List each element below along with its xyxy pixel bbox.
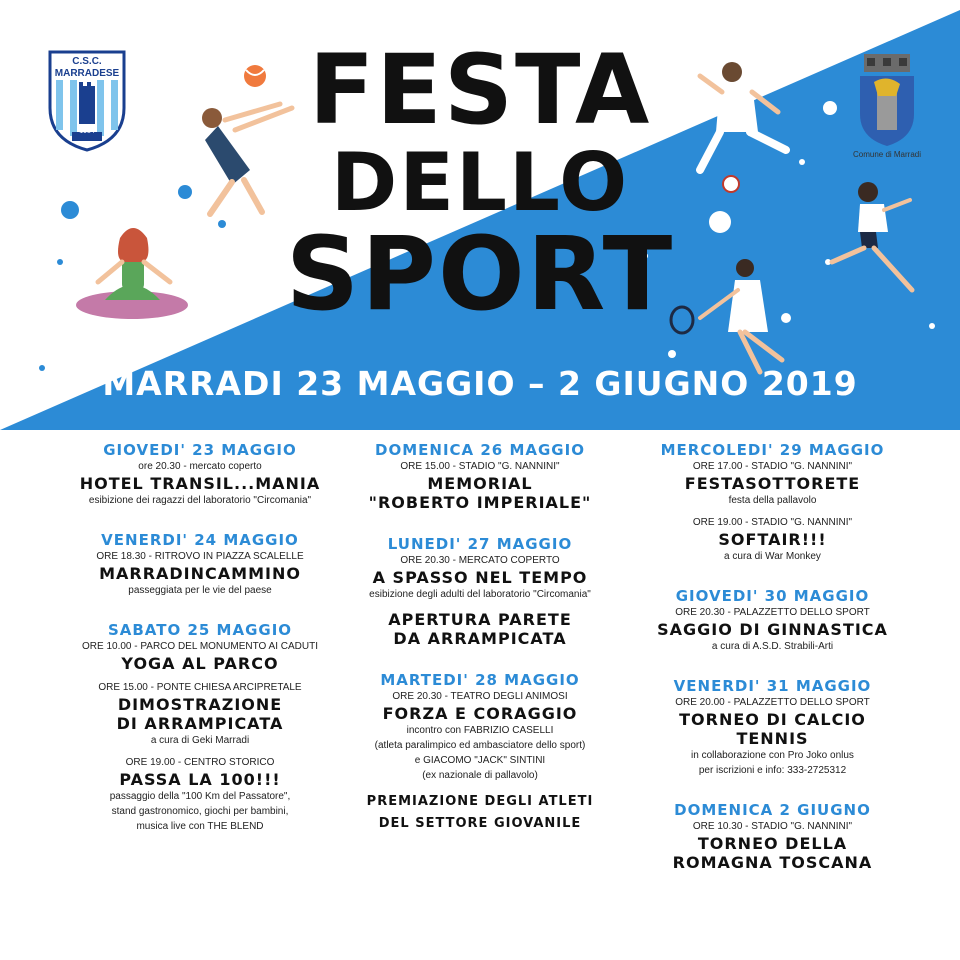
event-description: esibizione degli adulti del laboratorio "Circomania": [369, 589, 591, 600]
club-name-line1: C.S.C.: [72, 56, 102, 67]
event-description: festa della pallavolo: [728, 495, 817, 506]
title-dello: DELLO: [330, 136, 630, 229]
event-title: TORNEO DELLA: [697, 834, 848, 853]
event-title: A SPASSO NEL TEMPO: [372, 568, 588, 587]
day-heading: GIOVEDI' 23 MAGGIO: [103, 441, 297, 459]
program-column-3: [640, 440, 905, 872]
event-title: DA ARRAMPICATA: [393, 629, 567, 648]
event-title: PASSA LA 100!!!: [119, 770, 281, 789]
event-description: passeggiata per le vie del paese: [128, 585, 272, 596]
event-description: per iscrizioni e info: 333-2725312: [698, 765, 847, 776]
event-description: musica live con THE BLEND: [136, 821, 264, 832]
day-heading: VENERDI' 31 MAGGIO: [673, 677, 872, 695]
event-title: SOFTAIR!!!: [718, 530, 827, 549]
event-time: ORE 20.30 - PALAZZETTO DELLO SPORT: [675, 607, 870, 618]
event-description: (ex nazionale di pallavolo): [422, 770, 538, 781]
event-time: ORE 18.30 - RITROVO IN PIAZZA SCALELLE: [96, 551, 304, 562]
event-title: DIMOSTRAZIONE: [117, 695, 283, 714]
event-time: ORE 20.30 - MERCATO COPERTO: [400, 555, 560, 566]
day-heading: LUNEDI' 27 MAGGIO: [387, 535, 573, 553]
title-festa: FESTA: [308, 34, 652, 146]
day-heading: MARTEDI' 28 MAGGIO: [380, 671, 580, 689]
event-title: ROMAGNA TOSCANA: [672, 853, 873, 872]
event-description: esibizione dei ragazzi del laboratorio "Circomania": [88, 495, 312, 506]
event-title: PREMIAZIONE DEGLI ATLETI: [366, 794, 594, 809]
town-label: Comune di Marradi: [852, 150, 922, 159]
event-description: stand gastronomico, giochi per bambini,: [111, 806, 289, 817]
club-year: 1954: [79, 128, 95, 135]
event-description: passaggio della "100 Km del Passatore",: [109, 791, 291, 802]
club-name-line2: MARRADESE: [54, 68, 120, 79]
event-title: APERTURA PARETE: [388, 610, 572, 629]
event-title: FESTASOTTORETE: [684, 474, 861, 493]
event-title: DI ARRAMPICATA: [116, 714, 284, 733]
event-time: ORE 20.00 - PALAZZETTO DELLO SPORT: [675, 697, 870, 708]
event-description: (atleta paralimpico ed ambasciatore dello sport): [374, 740, 586, 751]
poster-header: [0, 0, 960, 430]
event-description: e GIACOMO "JACK" SINTINI: [414, 755, 546, 766]
event-dates: MARRADI 23 MAGGIO – 2 GIUGNO 2019: [102, 364, 858, 403]
event-time: ORE 19.00 - CENTRO STORICO: [125, 757, 275, 768]
day-heading: DOMENICA 26 MAGGIO: [375, 441, 585, 459]
event-description: incontro con FABRIZIO CASELLI: [406, 725, 554, 736]
event-title: MEMORIAL: [427, 474, 533, 493]
day-heading: MERCOLEDI' 29 MAGGIO: [660, 441, 885, 459]
event-time: ORE 10.30 - STADIO "G. NANNINI": [692, 821, 853, 832]
event-description: in collaborazione con Pro Joko onlus: [691, 750, 854, 761]
event-description: a cura di War Monkey: [724, 551, 821, 562]
title-sport: SPORT: [285, 215, 675, 334]
event-time: ORE 17.00 - STADIO "G. NANNINI": [692, 461, 853, 472]
program-columns: [0, 432, 960, 960]
event-title: DEL SETTORE GIOVANILE: [378, 816, 582, 831]
event-title: FORZA E CORAGGIO: [382, 704, 578, 723]
program-column-2: [350, 440, 610, 835]
program-column-1: [70, 440, 330, 834]
event-title: HOTEL TRANSIL...MANIA: [79, 474, 321, 493]
event-description: a cura di Geki Marradi: [150, 735, 250, 746]
event-time: ORE 10.00 - PARCO DEL MONUMENTO AI CADUTI: [82, 641, 318, 652]
day-heading: GIOVEDI' 30 MAGGIO: [675, 587, 870, 605]
event-time: ORE 15.00 - STADIO "G. NANNINI": [400, 461, 560, 472]
event-title: SAGGIO DI GINNASTICA: [657, 620, 888, 639]
day-heading: VENERDI' 24 MAGGIO: [101, 531, 299, 549]
event-time: ORE 19.00 - STADIO "G. NANNINI": [692, 517, 853, 528]
day-heading: DOMENICA 2 GIUGNO: [674, 801, 871, 819]
event-time: ORE 15.00 - PONTE CHIESA ARCIPRETALE: [98, 682, 302, 693]
event-title: MARRADINCAMMINO: [99, 564, 301, 583]
event-title: YOGA AL PARCO: [121, 654, 279, 673]
event-description: a cura di A.S.D. Strabili-Arti: [711, 641, 834, 652]
event-time: ORE 20.30 - TEATRO DEGLI ANIMOSI: [392, 691, 568, 702]
event-title: TORNEO DI CALCIO TENNIS: [679, 710, 866, 748]
event-title: "ROBERTO IMPERIALE": [368, 493, 592, 512]
event-time: ore 20.30 - mercato coperto: [138, 461, 262, 472]
day-heading: SABATO 25 MAGGIO: [107, 621, 293, 639]
